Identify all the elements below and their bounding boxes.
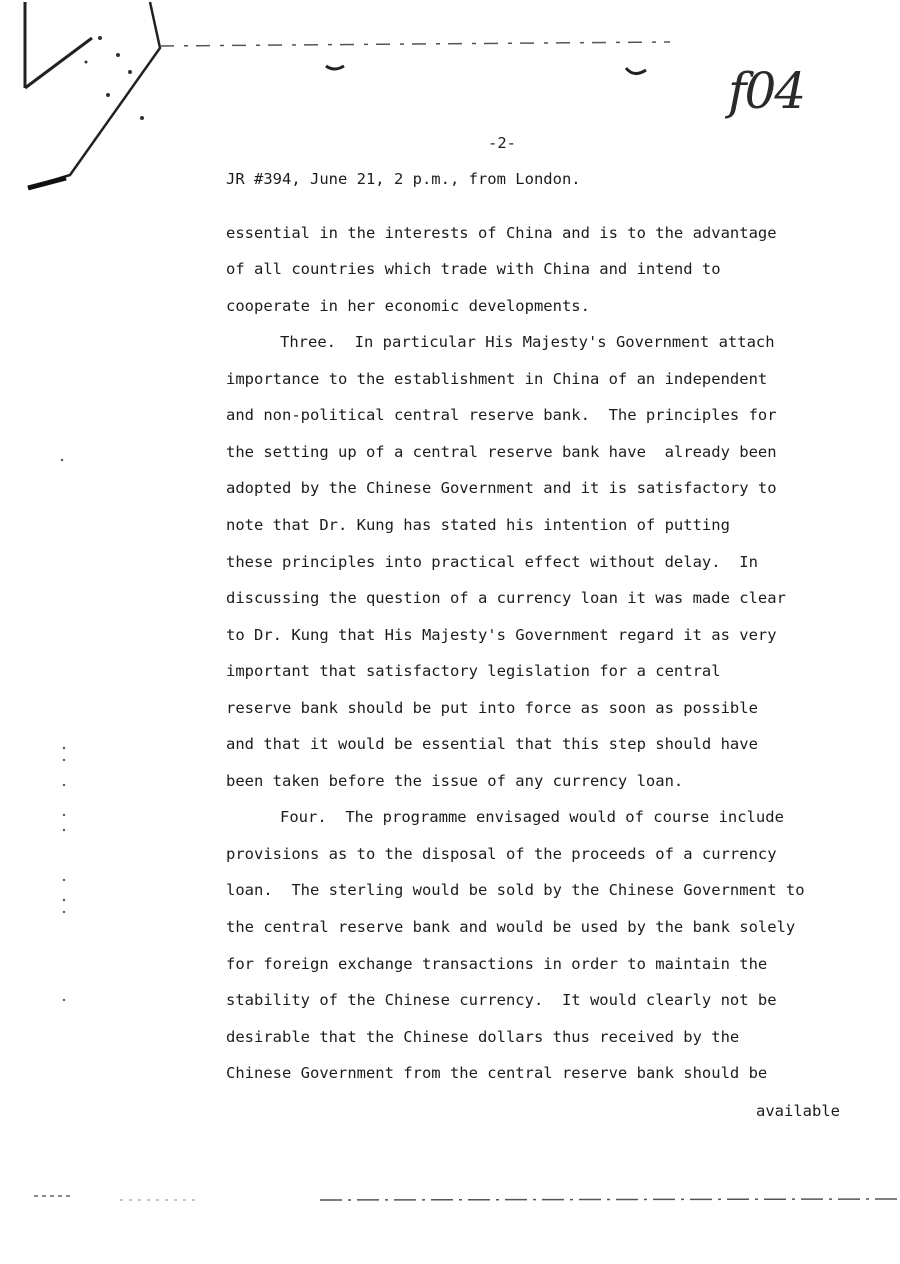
body-line: these principles into practical effect without delay. In <box>226 553 758 571</box>
body-line: reserve bank should be put into force as soon as possible <box>226 699 758 717</box>
body-line: and that it would be essential that this step should have <box>226 735 758 753</box>
body-line: Chinese Government from the central reserve bank should be <box>226 1064 768 1082</box>
body-line: note that Dr. Kung has stated his intention of putting <box>226 516 730 534</box>
body-line: Four. The programme envisaged would of course include <box>280 808 784 826</box>
body-line: stability of the Chinese currency. It would clearly not be <box>226 991 777 1009</box>
body-line: desirable that the Chinese dollars thus received by the <box>226 1028 740 1046</box>
body-line: discussing the question of a currency loan it was made clear <box>226 589 786 607</box>
body-line: essential in the interests of China and is to the advantage <box>226 224 777 242</box>
body-line: of all countries which trade with China and intend to <box>226 260 721 278</box>
body-line: to Dr. Kung that His Majesty's Government regard it as very <box>226 626 777 644</box>
body-line: provisions as to the disposal of the proceeds of a currency <box>226 845 777 863</box>
body-line: adopted by the Chinese Government and it is satisfactory to <box>226 479 777 497</box>
body-line: the central reserve bank and would be used by the bank solely <box>226 918 796 936</box>
telegram-reference: JR #394, June 21, 2 p.m., from London. <box>226 170 581 188</box>
body-line: cooperate in her economic developments. <box>226 297 590 315</box>
catchword: available <box>756 1102 840 1120</box>
body-line: loan. The sterling would be sold by the Chinese Government to <box>226 881 805 899</box>
body-line: important that satisfactory legislation for a central <box>226 662 721 680</box>
handwritten-page-mark: f04 <box>728 62 805 120</box>
body-line: been taken before the issue of any currency loan. <box>226 772 684 790</box>
body-line: the setting up of a central reserve bank have already been <box>226 443 777 461</box>
body-line: and non-political central reserve bank. The principles for <box>226 406 777 424</box>
body-line: for foreign exchange transactions in order to maintain the <box>226 955 768 973</box>
page-number: -2- <box>488 134 516 152</box>
body-line: importance to the establishment in China of an independent <box>226 370 768 388</box>
body-line: Three. In particular His Majesty's Government attach <box>280 333 775 351</box>
